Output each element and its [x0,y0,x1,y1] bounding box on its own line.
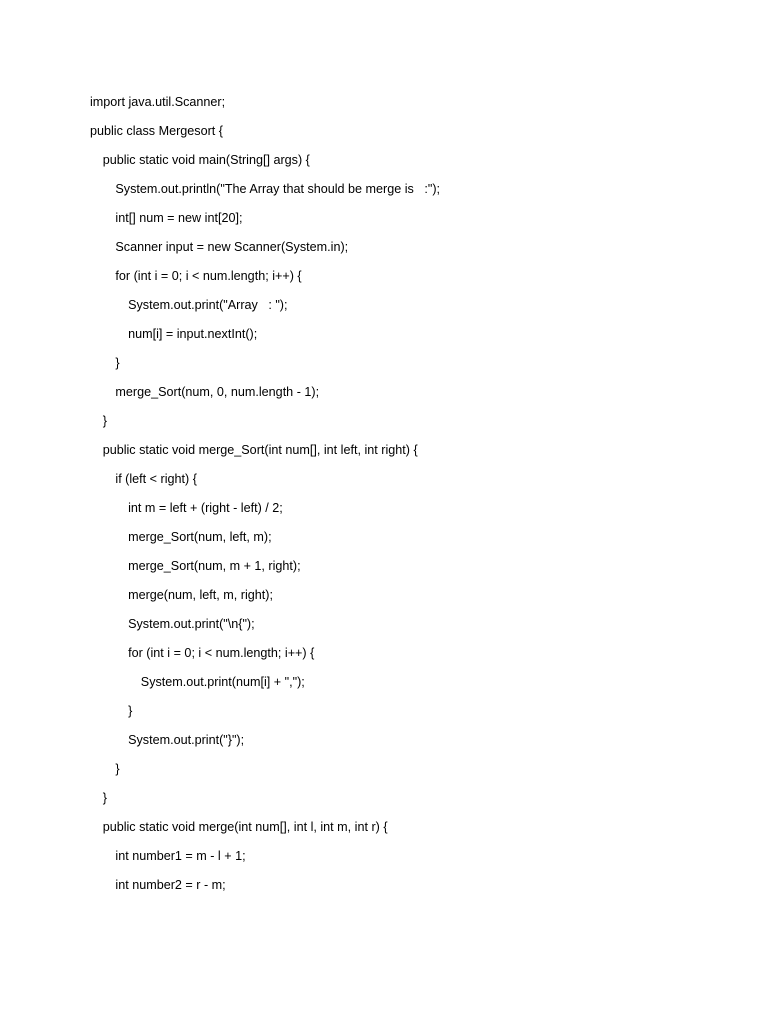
code-line: } [102,791,107,805]
code-line: num[i] = input.nextInt(); [128,327,258,341]
code-line: } [128,704,133,718]
code-line: for (int i = 0; i < num.length; i++) { [128,646,315,660]
code-line: } [115,762,120,776]
code-line: int number1 = m - l + 1; [115,849,246,863]
code-line: if (left < right) { [115,472,197,486]
code-line: public static void main(String[] args) { [102,153,310,167]
code-line: System.out.print("Array : "); [128,298,288,312]
code-line: int number2 = r - m; [115,878,226,892]
code-line: System.out.println("The Array that should be merge is :"); [115,182,441,196]
code-line: merge(num, left, m, right); [128,588,273,602]
code-line: System.out.print("\n{"); [128,617,255,631]
code-line: System.out.print("}"); [128,733,245,747]
code-line: int m = left + (right - left) / 2; [128,501,283,515]
code-line: System.out.print(num[i] + ","); [140,675,305,689]
code-line: Scanner input = new Scanner(System.in); [115,240,349,254]
code-line: merge_Sort(num, left, m); [128,530,272,544]
code-line: import java.util.Scanner; [90,95,226,109]
code-line: merge_Sort(num, m + 1, right); [128,559,301,573]
code-line: public class Mergesort { [90,124,223,138]
code-line: for (int i = 0; i < num.length; i++) { [115,269,302,283]
code-line: } [115,356,120,370]
code-line: merge_Sort(num, 0, num.length - 1); [115,385,320,399]
code-line: int[] num = new int[20]; [115,211,243,225]
code-line: } [102,414,107,428]
code-line: public static void merge_Sort(int num[], int left, int right) { [102,443,418,457]
code-line: public static void merge(int num[], int l, int m, int r) { [102,820,388,834]
code-body [90,91,730,903]
